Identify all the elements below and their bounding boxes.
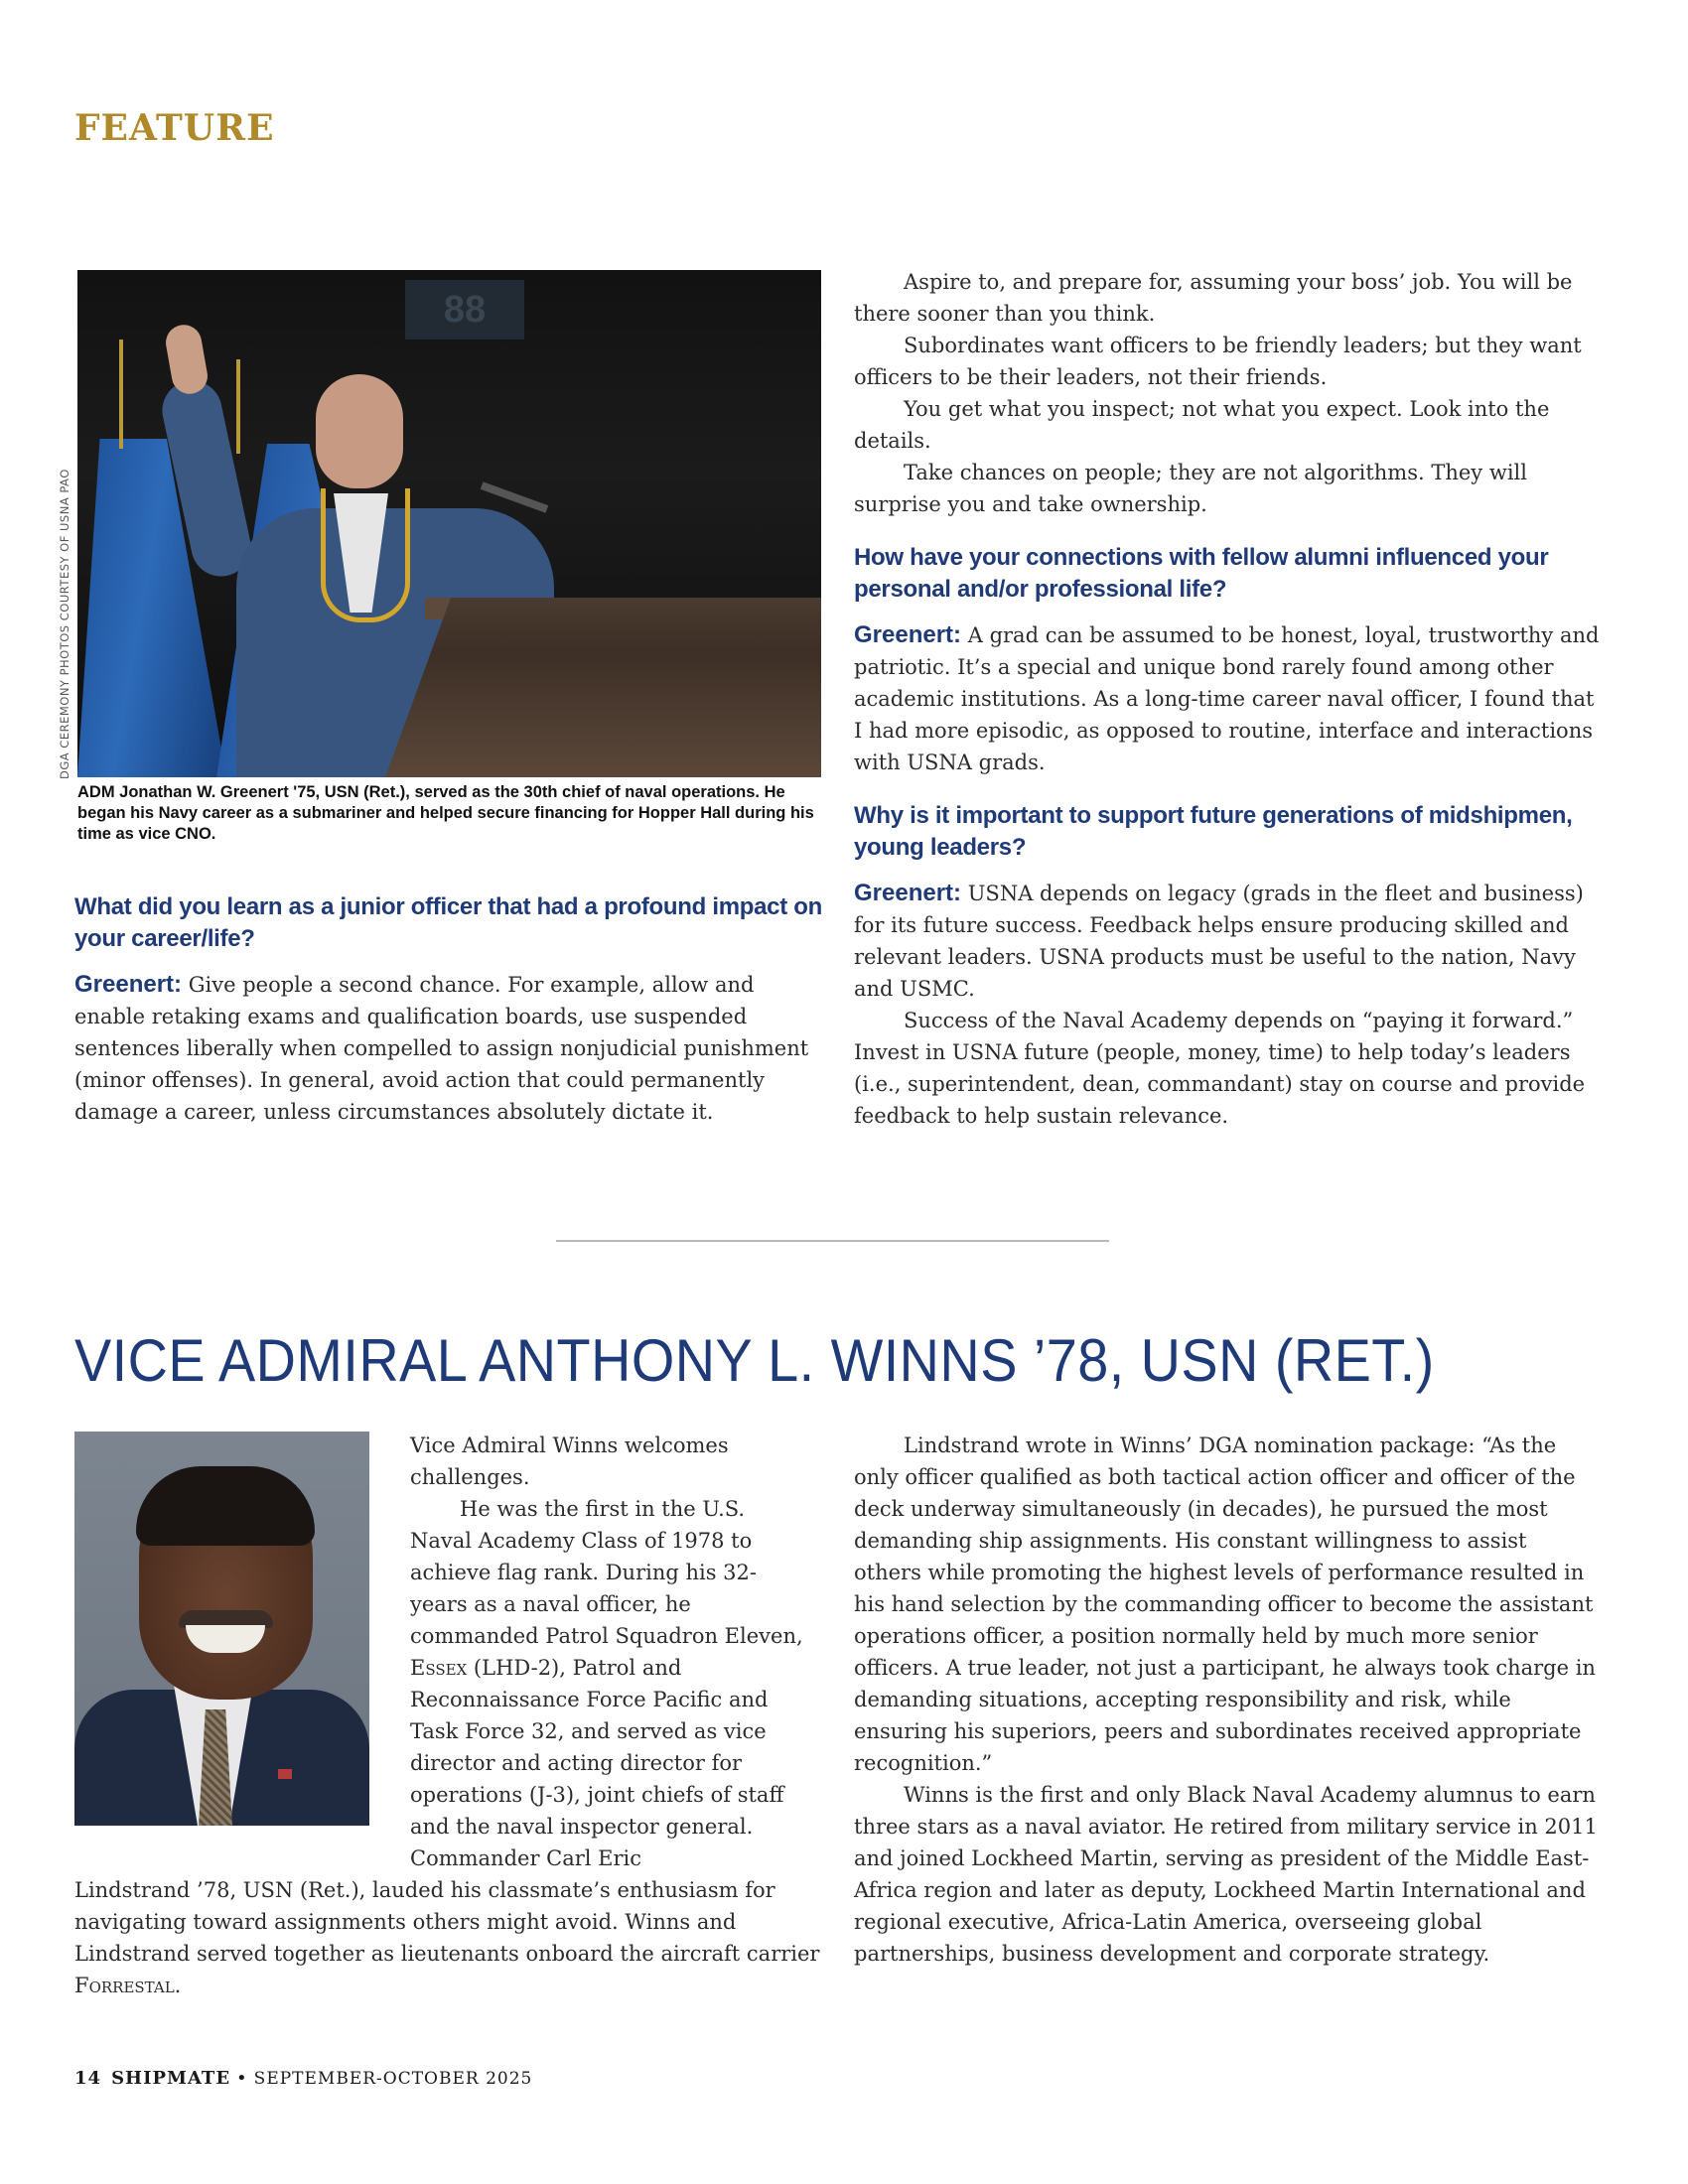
flag-pin: [278, 1769, 292, 1779]
head: [316, 374, 403, 488]
photo-caption: ADM Jonathan W. Greenert '75, USN (Ret.), served as the 30th chief of naval operations. He began his Navy career as a submariner and helped secure financing for Hopper Hall during his time as vice CNO.: [77, 783, 814, 843]
profile-headline: VICE ADMIRAL ANTHONY L. WINNS ’78, USN (RET.): [74, 1327, 1435, 1394]
text-run: (LHD-2), Patrol and Reconnaissance Force Pacific and Task Force 32, and served as vice director and acting director for operations (J-3), joint chiefs of staff and the naval inspector general. Commander Carl Eric: [410, 1656, 784, 1870]
separator: •: [236, 2068, 248, 2089]
answer-followup: Success of the Naval Academy depends on “paying it forward.” Invest in USNA future (people, money, time) to help today’s leaders (i.e., superintendent, dean, commandant) stay on course and provide feedback to help sustain relevance.: [854, 1009, 1586, 1128]
hand: [163, 322, 211, 396]
intro-paragraph: Vice Admiral Winns welcomes challenges.: [410, 1433, 729, 1489]
text-run: .: [174, 1974, 182, 1997]
microphone: [481, 481, 549, 512]
text-run: Lindstrand ’78, USN (Ret.), lauded his classmate’s enthusiasm for navigating toward assignments others might avoid. Winns and Lindstrand served together as lieutenants onboard the aircraft carrier: [74, 1878, 820, 1966]
page-footer: [74, 2068, 532, 2089]
advice-paragraph: You get what you inspect; not what you expect. Look into the details.: [854, 397, 1550, 453]
advice-list: [854, 266, 1601, 520]
answer: [74, 969, 824, 1128]
speaker-label: Greenert:: [854, 621, 962, 648]
podium: [385, 598, 821, 777]
photo-credit: DGA CEREMONY PHOTOS COURTESY OF USNA PAO: [58, 469, 71, 779]
question-heading: How have your connections with fellow alumni influenced your personal and/or professional life?: [854, 544, 1549, 603]
flag-pole: [119, 340, 123, 449]
answer: [854, 878, 1601, 1132]
winns-right-column: [854, 1430, 1601, 1970]
ship-name: Forrestal: [74, 1974, 175, 1997]
winns-continued: [74, 1874, 824, 2001]
advice-paragraph: Take chances on people; they are not algorithms. They will surprise you and take ownership.: [854, 461, 1527, 516]
question-heading: What did you learn as a junior officer that had a profound impact on your career/life?: [74, 893, 822, 952]
flag-pole: [236, 359, 240, 454]
section-divider: [556, 1240, 1109, 1242]
scoreboard: 88: [405, 280, 524, 340]
issue-date: SEPTEMBER-OCTOBER 2025: [253, 2069, 533, 2089]
section-kicker: FEATURE: [74, 107, 275, 149]
answer-text: A grad can be assumed to be honest, loyal, trustworthy and patriotic. It’s a special and unique bond rarely found among other academic institutions. As a long-time career naval officer, I found that I had more episodic, as opposed to routine, interface and interactions with USNA grads.: [854, 623, 1600, 774]
medal-ribbon: [321, 488, 410, 622]
question-heading: Why is it important to support future generations of midshipmen, young leaders?: [854, 802, 1573, 861]
left-qa: [74, 891, 824, 1128]
greenert-photo: [77, 270, 821, 777]
hair: [136, 1466, 315, 1546]
answer-text: Give people a second chance. For example, allow and enable retaking exams and qualification boards, use suspended sentences liberally when compelled to assign nonjudicial punishment (minor offenses). In general, avoid action that could permanently damage a career, unless circumstances absolutely dictate it.: [74, 973, 809, 1124]
answer: [854, 619, 1601, 778]
intro-paragraph: [410, 1493, 807, 1874]
continued-paragraph: [74, 1874, 824, 2001]
advice-paragraph: Subordinates want officers to be friendly leaders; but they want officers to be their leaders, not their friends.: [854, 334, 1582, 389]
speaker-label: Greenert:: [854, 880, 962, 906]
career-paragraph: Winns is the first and only Black Naval Academy alumnus to earn three stars as a naval aviator. He retired from military service in 2011 and joined Lockheed Martin, serving as president of the Middle East-Africa region and later as deputy, Lockheed Martin International and regional executive, Africa-Latin America, overseeing global partnerships, business development and corporate strategy.: [854, 1783, 1598, 1966]
publication-name: SHIPMATE: [111, 2068, 231, 2089]
text-run: He was the first in the U.S. Naval Academy Class of 1978 to achieve flag rank. During his 32-years as a naval officer, he commanded Patrol Squadron Eleven,: [410, 1497, 803, 1648]
ship-name: Essex: [410, 1656, 468, 1680]
winns-portrait: [74, 1432, 369, 1826]
advice-paragraph: Aspire to, and prepare for, assuming your boss’ job. You will be there sooner than you think.: [854, 270, 1573, 326]
winns-intro: [410, 1430, 807, 1874]
right-column: [854, 266, 1601, 1132]
page-number: 14: [74, 2068, 102, 2089]
speaker-label: Greenert:: [74, 971, 183, 998]
nomination-quote: Lindstrand wrote in Winns’ DGA nomination package: “As the only officer qualified as both tactical action officer and officer of the deck underway simultaneously (in decades), he pursued the most demanding ship assignments. His constant willingness to assist others while promoting the highest levels of performance resulted in his hand selection by the commanding officer to become the assistant operations officer, a position normally held by much more senior officers. A true leader, not just a participant, he always took charge in demanding situations, accepting responsibility and risk, while ensuring his superiors, peers and subordinates received appropriate recognition.”: [854, 1433, 1596, 1775]
answer-text: USNA depends on legacy (grads in the fleet and business) for its future success. Feedback helps ensure producing skilled and relevant leaders. USNA products must be useful to the nation, Navy and USMC.: [854, 882, 1584, 1001]
